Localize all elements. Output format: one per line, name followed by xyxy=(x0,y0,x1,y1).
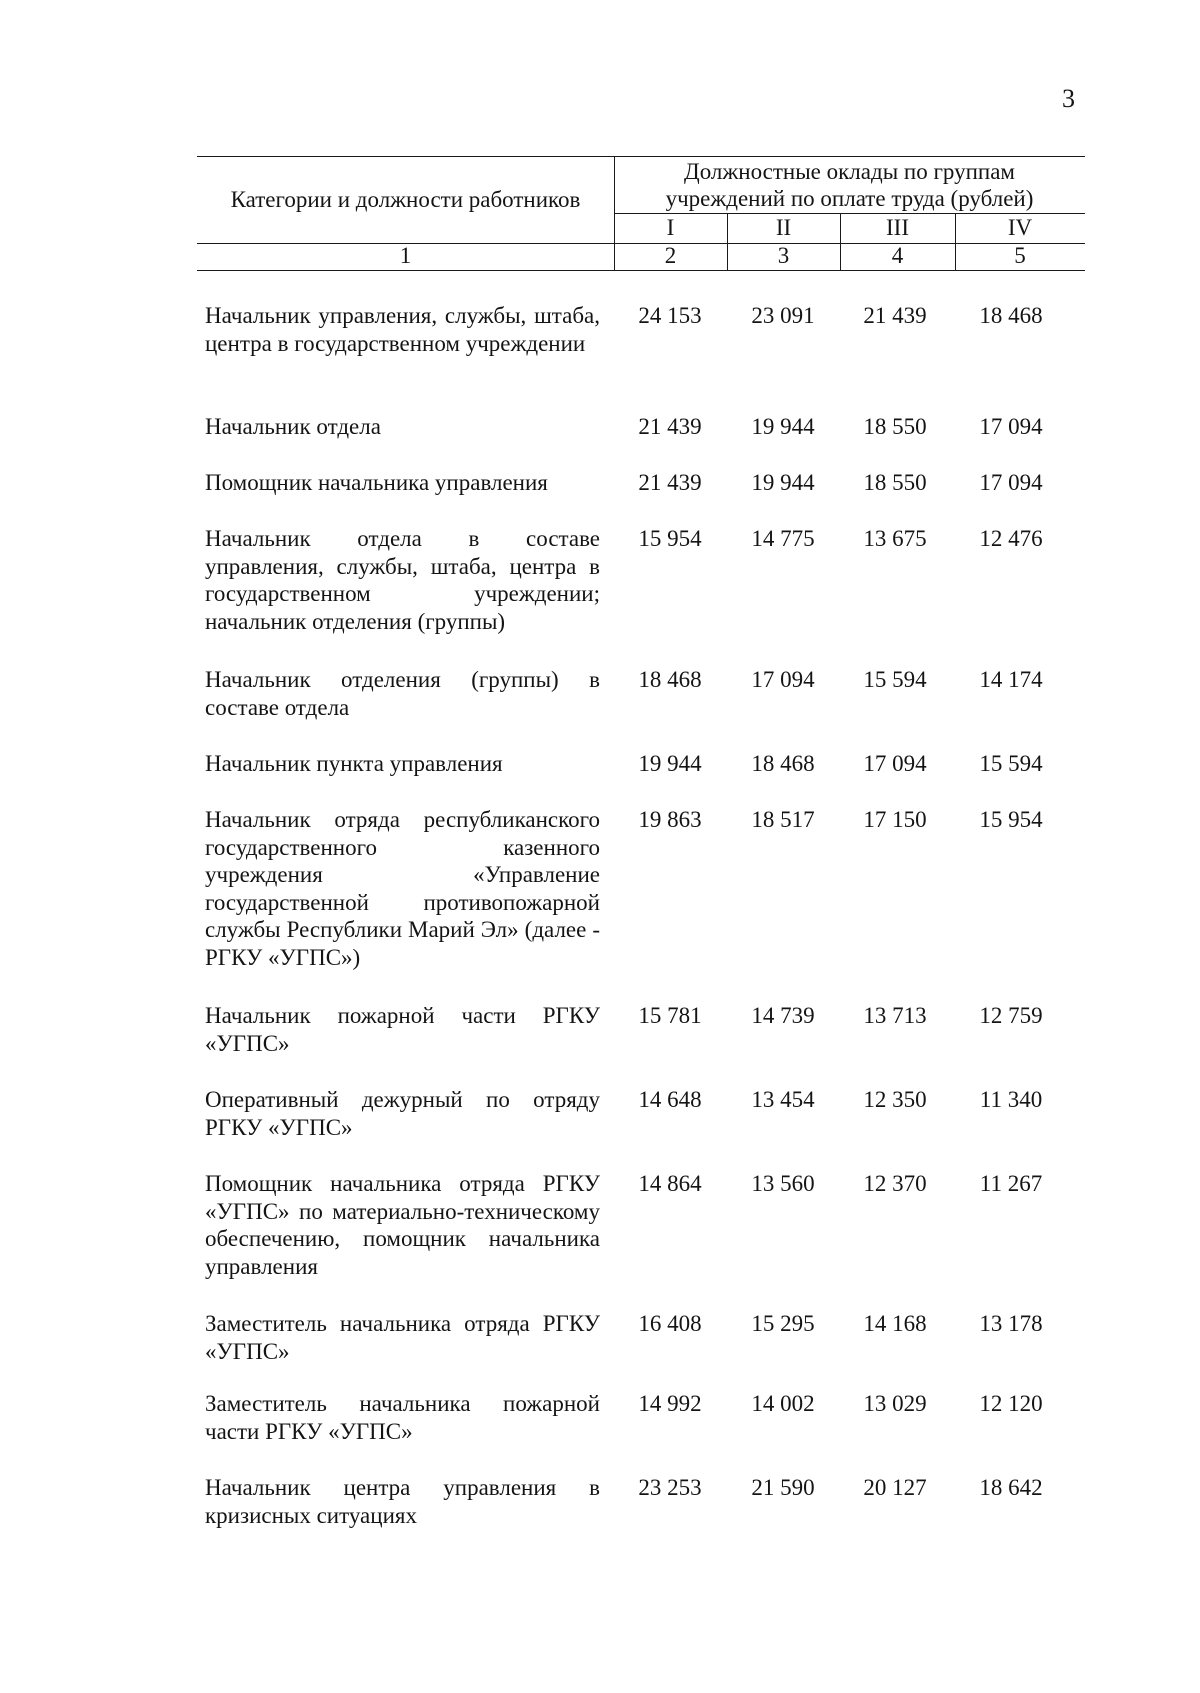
value-group-4: 17 094 xyxy=(979,470,1043,495)
value-group-4: 12 476 xyxy=(979,526,1043,551)
value-group-4: 11 340 xyxy=(979,1087,1043,1112)
value-group-1: 23 253 xyxy=(638,1475,702,1500)
col-number-2: 2 xyxy=(664,243,677,268)
value-group-3: 18 550 xyxy=(863,414,927,439)
value-group-1: 19 863 xyxy=(638,807,702,832)
value-group-4: 12 120 xyxy=(979,1391,1043,1416)
value-group-2: 14 002 xyxy=(751,1391,815,1416)
row-label: Оперативный дежурный по отряду РГКУ «УГПС» xyxy=(205,1087,600,1140)
value-group-1: 14 648 xyxy=(638,1087,702,1112)
value-group-3: 13 029 xyxy=(863,1391,927,1416)
row-label: Начальник пункта управления xyxy=(205,751,503,776)
col-number-1: 1 xyxy=(399,243,412,268)
value-group-1: 24 153 xyxy=(638,303,702,328)
row-label: Заместитель начальника пожарной части РГКУ «УГПС» xyxy=(205,1391,600,1444)
value-group-1: 14 864 xyxy=(638,1171,702,1196)
value-group-4: 14 174 xyxy=(979,667,1043,692)
row-label: Начальник отдела xyxy=(205,414,381,439)
col-number-4: 4 xyxy=(891,243,904,268)
value-group-1: 14 992 xyxy=(638,1391,702,1416)
page-number: 3 xyxy=(1062,84,1075,113)
value-group-1: 19 944 xyxy=(638,751,702,776)
value-group-3: 12 370 xyxy=(863,1171,927,1196)
value-group-2: 19 944 xyxy=(751,414,815,439)
value-group-4: 15 594 xyxy=(979,751,1043,776)
value-group-2: 14 775 xyxy=(751,526,815,551)
value-group-1: 18 468 xyxy=(638,667,702,692)
value-group-1: 16 408 xyxy=(638,1311,702,1336)
row-label: Начальник отделения (группы) в составе отдела xyxy=(205,667,600,720)
value-group-3: 12 350 xyxy=(863,1087,927,1112)
value-group-3: 13 713 xyxy=(863,1003,927,1028)
row-label: Помощник начальника управления xyxy=(205,470,548,495)
col-number-5: 5 xyxy=(1014,243,1026,268)
header-category: Категории и должности работников xyxy=(230,187,581,212)
value-group-1: 15 781 xyxy=(638,1003,702,1028)
value-group-2: 15 295 xyxy=(751,1311,815,1336)
value-group-4: 18 642 xyxy=(979,1475,1043,1500)
header-group-1: I xyxy=(666,215,675,240)
header-group-3: III xyxy=(886,215,909,240)
value-group-1: 21 439 xyxy=(638,470,702,495)
header-salary-line1: Должностные оклады по группам xyxy=(684,159,1015,184)
value-group-2: 21 590 xyxy=(751,1475,815,1500)
value-group-3: 14 168 xyxy=(863,1311,927,1336)
value-group-4: 15 954 xyxy=(979,807,1043,832)
row-label: Начальник центра управления в кризисных ситуациях xyxy=(205,1475,600,1528)
value-group-4: 12 759 xyxy=(979,1003,1043,1028)
header-salary-line2: учреждений по оплате труда (рублей) xyxy=(665,186,1034,211)
header-group-4: IV xyxy=(1007,215,1033,240)
value-group-1: 21 439 xyxy=(638,414,702,439)
row-label: Начальник управления, службы, штаба, центра в государственном учреждении xyxy=(205,303,600,356)
row-label: Начальник пожарной части РГКУ «УГПС» xyxy=(205,1003,600,1056)
value-group-2: 18 517 xyxy=(751,807,815,832)
value-group-3: 18 550 xyxy=(863,470,927,495)
value-group-4: 18 468 xyxy=(979,303,1043,328)
value-group-3: 21 439 xyxy=(863,303,927,328)
row-label: Начальник отряда республиканского государственного казенного учреждения «Управление государственной противопожарной службы Республики Марий Эл» (далее - РГКУ «УГПС») xyxy=(205,807,600,970)
col-number-3: 3 xyxy=(777,243,790,268)
value-group-2: 14 739 xyxy=(751,1003,815,1028)
value-group-3: 13 675 xyxy=(863,526,927,551)
value-group-2: 18 468 xyxy=(751,751,815,776)
value-group-3: 17 094 xyxy=(863,751,927,776)
value-group-3: 17 150 xyxy=(863,807,927,832)
value-group-3: 15 594 xyxy=(863,667,927,692)
row-label: Помощник начальника отряда РГКУ «УГПС» по материально-техническому обеспечению, помощник начальника управления xyxy=(205,1171,600,1279)
header-group-2: II xyxy=(775,215,792,240)
value-group-1: 15 954 xyxy=(638,526,702,551)
value-group-2: 13 454 xyxy=(751,1087,815,1112)
value-group-3: 20 127 xyxy=(863,1475,927,1500)
value-group-2: 13 560 xyxy=(751,1171,815,1196)
value-group-2: 17 094 xyxy=(751,667,815,692)
header-top-rule xyxy=(197,156,1085,157)
value-group-4: 17 094 xyxy=(979,414,1043,439)
value-group-2: 23 091 xyxy=(751,303,815,328)
row-label: Начальник отдела в составе управления, службы, штаба, центра в государственном учреждении; начальник отделения (группы) xyxy=(205,526,600,634)
value-group-4: 11 267 xyxy=(979,1171,1043,1196)
value-group-4: 13 178 xyxy=(979,1311,1043,1336)
colnum-bottom-rule xyxy=(197,270,1085,271)
row-label: Заместитель начальника отряда РГКУ «УГПС» xyxy=(205,1311,600,1364)
value-group-2: 19 944 xyxy=(751,470,815,495)
